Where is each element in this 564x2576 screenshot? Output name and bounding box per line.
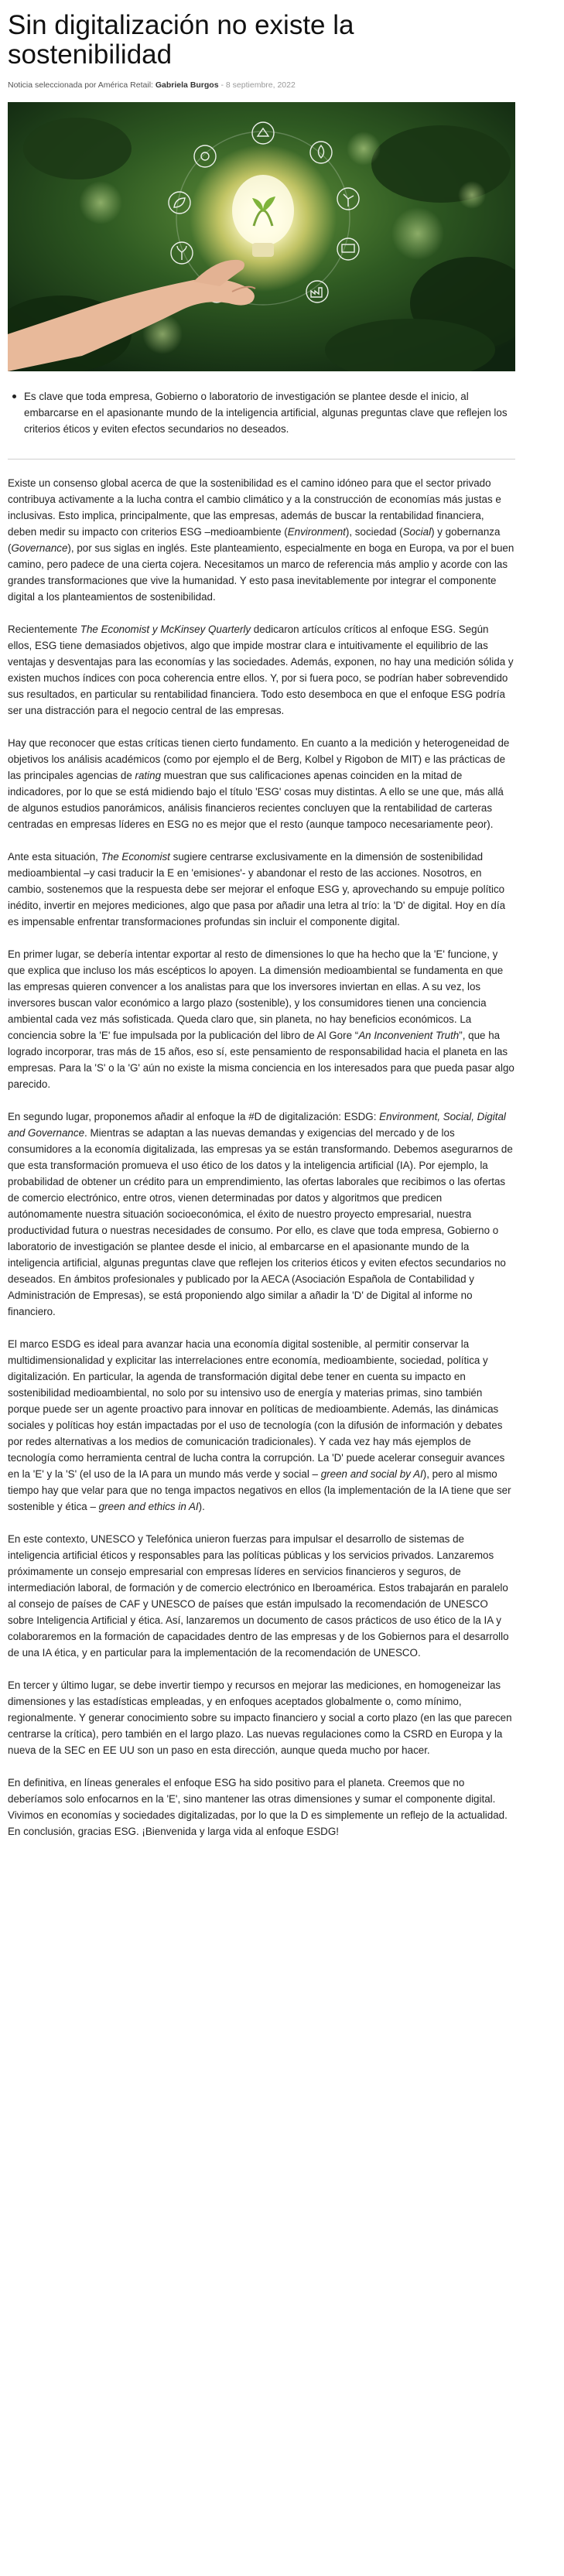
paragraph-6: En segundo lugar, proponemos añadir al enfoque la #D de digitalización: ESDG: Environment, Social, Digital and Governance. Mientras se adaptan a las nuevas demandas y exigencias del mercado y de los consumidores a la economía digitalizada, las empresas ya se están transformando. Debemos asegurarnos de que esta transformación promueva el uso ético de los datos y la inteligencia artificial (IA). Por ejemplo, la probabilidad de obtener un crédito para un emprendimiento, las ofertas laborales que recibimos o las ofertas de comercio electrónico, entre otros, vienen determinadas por datos y algoritmos que predicen autónomamente nuestra situación socioeconómica, el éxito de nuestro proyecto empresarial, nuestra productividad futura o nuestras necesidades de consumo. Por ello, es clave que toda empresa, Gobierno o laboratorio de investigación se plantee desde el inicio, al embarcarse en el apasionante mundo de la inteligencia artificial, algunas preguntas clave que reflejen los criterios éticos y eviten efectos secundarios no deseados. En ámbitos profesionales y publicado por la AECA (Asociación Española de Contabilidad y Administración de Empresas), se está proponiendo algo similar a añadir la 'D' de Digital al informe no financiero.: [8, 1111, 513, 1317]
source-link[interactable]: América Retail: [97, 80, 152, 90]
byline-prefix: Noticia seleccionada por: [8, 80, 97, 90]
byline-separator: -: [220, 80, 224, 90]
paragraph-7: El marco ESDG es ideal para avanzar hacia una economía digital sostenible, al permitir conservar la multidimensionalidad y explicitar las interrelaciones entre economía, medioambiente, sociedad, política y digitalización. En particular, la agenda de transformación digital debe tener en cuenta su impacto en sostenibilidad medioambiental, no solo por su intensivo uso de energía y materias primas, sino también porque puede ser un agente proactivo para innovar en políticas de medioambiente. Además, las dinámicas sociales y políticas hoy están impactadas por el uso de tecnología (con la difusión de información y debates por redes alternativas a los medios de comunicación tradicionales). Y cada vez hay más ejemplos de tecnología como herramienta central de lucha contra la corrupción. La 'D' puede acelerar conseguir avances en la 'E' y la 'S' (el uso de la IA para un mundo más verde y social – green and social by AI), pero al mismo tiempo hay que velar para que no tenga impactos negativos en ellos (la implementación de la IA tiene que ser sostenible y ética – green and ethics in AI).: [8, 1338, 511, 1512]
paragraph-1: Existe un consenso global acerca de que la sostenibilidad es el camino idóneo para que el sector privado contribuya activamente a la lucha contra el cambio climático y a la construcción de economías más justas e inclusivas. Esto implica, principalmente, que las empresas, además de buscar la rentabilidad financiera, deben medir su impacto con criterios ESG –medioambiente (Environment), sociedad (Social) y gobernanza (Governance), por sus siglas en inglés. Este planteamiento, especialmente en boga en Europa, va por el buen camino, pero padece de una cierta cojera. Necesitamos un marco de referencia más amplio y acorde con las grandes transformaciones que vive la humanidad. Y esto pasa inevitablemente por integrar el componente digital a los planteamientos de sostenibilidad.: [8, 477, 514, 603]
article-title: Sin digitalización no existe la sostenibilidad: [8, 10, 354, 70]
byline: Noticia seleccionada por América Retail: Gabriela Burgos - 8 septiembre, 2022: [8, 80, 296, 90]
paragraph-4: Ante esta situación, The Economist sugiere centrarse exclusivamente en la dimensión de sostenibilidad medioambiental –y casi traducir la E en 'emisiones'- y abandonar el resto de las acciones. Nosotros, en cambio, sostenemos que la respuesta debe ser mejorar el enfoque ESG y, aprovechando su empuje político inédito, invertir en mejores mediciones, algo que pasa por añadir una letra al trío: la 'D' de digital. Hoy en día es impensable enfrentar transformaciones profundas sin incluir el componente digital.: [8, 851, 506, 928]
paragraph-5: En primer lugar, se debería intentar exportar al resto de dimensiones lo que ha hecho que la 'E' funcione, y que explica que incluso los más escépticos lo apoyen. La dimensión medioambiental se fundamenta en que las empresas quieren convencer a los analistas para que los inversores inviertan en ellas. A su vez, los inversores buscan valor económico a largo plazo (sostenible), y los consumidores tienen una conciencia ambiental cada vez más sofisticada. Queda claro que, sin planeta, no hay beneficios económicos. La conciencia sobre la 'E' fue impulsada por la publicación del libro de Al Gore “An Inconvenient Truth”, que ha logrado incorporar, tras más de 15 años, eso sí, este pensamiento de responsabilidad hacia el planeta en las empresas. Para la 'S' o la 'G' aún no existe la misma conciencia en los interesados para que pueda pasar algo parecido.: [8, 948, 514, 1090]
paragraph-10: En definitiva, en líneas generales el enfoque ESG ha sido positivo para el planeta. Creemos que no deberíamos solo enfocarnos en la 'E', sino mantener las otras dimensiones y sumar el componente digital. Vivimos en economías y sociedades digitalizadas, por lo que la D es simplemente un reflejo de la actualidad. En conclusión, gracias ESG. ¡Bienvenida y larga vida al enfoque ESDG!: [8, 1777, 508, 1837]
key-point-text: Es clave que toda empresa, Gobierno o laboratorio de investigación se plantee desde el inicio, al embarcarse en el apasionante mundo de la inteligencia artificial, algunas preguntas clave que reflejen los criterios éticos y eviten efectos secundarios no deseados.: [24, 391, 508, 435]
bullet-icon: [12, 395, 16, 398]
paragraph-9: En tercer y último lugar, se debe invertir tiempo y recursos en mejorar las mediciones, en homogeneizar las dimensiones y las estadísticas empleadas, y en enfoques aceptados globalmente o, como mínimo, regionalmente. Y generar conocimiento sobre su impacto financiero y social a corto plazo (en las que parecen centrarse la crítica), pero también en el largo plazo. Las nuevas regulaciones como la CSRD en Europa y la nueva de la SEC en EE UU son un paso en esta dirección, aunque queda mucho por hacer.: [8, 1679, 512, 1756]
paragraph-3: Hay que reconocer que estas críticas tienen cierto fundamento. En cuanto a la medición y heterogeneidad de objetivos los análisis académicos (como por ejemplo el de Berg, Kolbel y Rigobon de MIT) e las prácticas de las principales agencias de rating muestran que sus calificaciones apenas coinciden en la mitad de indicadores, por lo que se está midiendo bajo el título 'ESG' cosas muy distintas. A ello se une que, más allá de algunos estudios panorámicos, análisis financieros recientes concluyen que la rentabilidad de carteras centradas en empresas líderes en ESG no es mejor que el resto (aunque tampoco necesariamente peor).: [8, 737, 510, 830]
key-point: [8, 388, 515, 437]
hero-image: [8, 102, 515, 371]
divider: [8, 459, 515, 460]
author-name[interactable]: Gabriela Burgos: [155, 80, 219, 90]
paragraph-2: Recientemente The Economist y McKinsey Quarterly dedicaron artículos críticos al enfoque ESG. Según ellos, ESG tiene demasiados objetivos, algo que impide mostrar clara e intuitivamente el equilibrio de las ventajas y desventajas para las economías y las sociedades. Además, exponen, no hay una medición sólida y existen muchos índices con poca coherencia entre ellos. Y, por si fuera poco, se podrían haber sobrevendido sus resultados, en particular su rentabilidad financiera. Todo esto desemboca en que el enfoque ESG podría ser una distracción para el negocio central de las empresas.: [8, 624, 514, 716]
publish-date: 8 septiembre, 2022: [225, 80, 296, 90]
paragraph-8: En este contexto, UNESCO y Telefónica unieron fuerzas para impulsar el desarrollo de sistemas de inteligencia artificial éticos y responsables para las políticas públicas y los servicios privados. Lanzaremos próximamente un consejo empresarial con empresas líderes en servicios financieros y seguros, de intermediación laboral, de formación y de comercio electrónico en Iberoamérica. Estos trabajarán en paralelo al consejo de países de CAF y UNESCO de países que están impulsado la recomendación de UNESCO sobre Inteligencia Artificial y ética. Así, lanzaremos un documento de casos prácticos de uso ético de la IA y colaboraremos en la formación de capacidades dentro de las empresas y de los Gobiernos para el desarrollo de una IA ética, y en particular para la implementación de la recomendación de UNESCO.: [8, 1533, 509, 1659]
